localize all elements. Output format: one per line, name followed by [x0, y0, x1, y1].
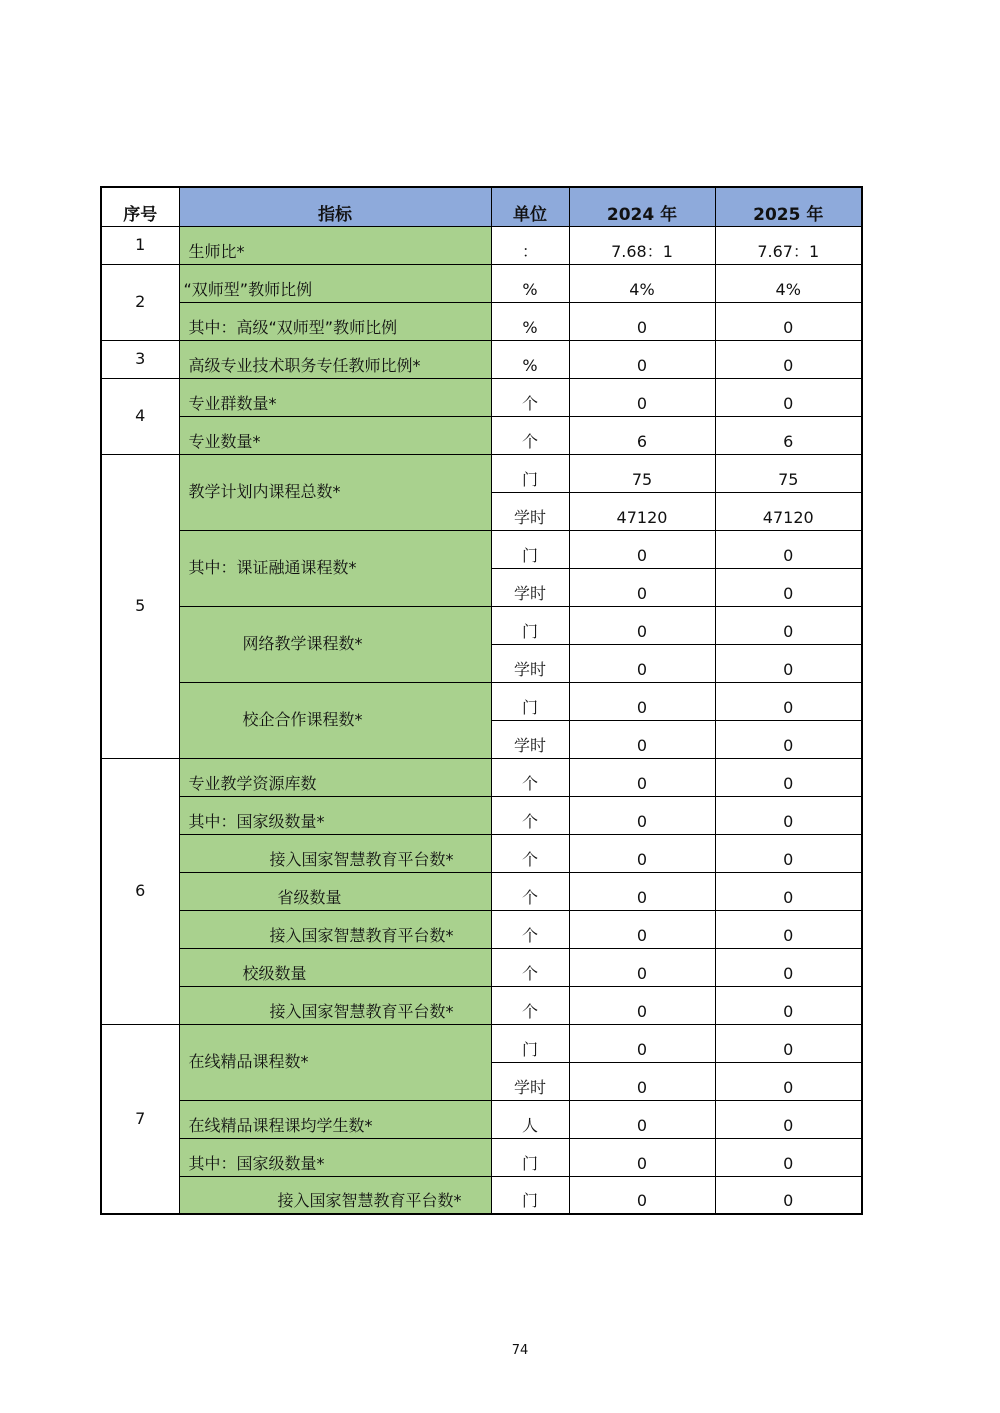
table-row — [101, 226, 862, 264]
indicator-cell: 专业教学资源库数 — [179, 758, 491, 796]
indicator-cell: 接入国家智慧教育平台数* — [179, 910, 491, 948]
table-row — [101, 530, 862, 568]
value-2025-cell: 0 — [715, 1024, 862, 1062]
seq-cell: 7 — [101, 1024, 179, 1214]
table-row — [101, 302, 862, 340]
table-row — [101, 948, 862, 986]
indicator-cell: 专业数量* — [179, 416, 491, 454]
indicator-cell: 专业群数量* — [179, 378, 491, 416]
value-2024-cell: 0 — [569, 834, 715, 872]
value-2024-cell: 0 — [569, 872, 715, 910]
indicator-cell: 教学计划内课程总数* — [179, 454, 491, 530]
table-row — [101, 454, 862, 492]
value-2025-cell: 0 — [715, 606, 862, 644]
header-year-2024: 2024 年 — [569, 187, 715, 226]
seq-cell: 6 — [101, 758, 179, 1024]
unit-cell: 个 — [491, 416, 569, 454]
indicator-cell: 校级数量 — [179, 948, 491, 986]
value-2024-cell: 0 — [569, 758, 715, 796]
table-row — [101, 682, 862, 720]
value-2025-cell: 75 — [715, 454, 862, 492]
unit-cell: 学时 — [491, 492, 569, 530]
value-2024-cell: 0 — [569, 378, 715, 416]
value-2025-cell: 0 — [715, 530, 862, 568]
header-year-2025: 2025 年 — [715, 187, 862, 226]
unit-cell: 个 — [491, 834, 569, 872]
table-row — [101, 606, 862, 644]
unit-cell: 个 — [491, 378, 569, 416]
unit-cell: 个 — [491, 910, 569, 948]
value-2025-cell: 0 — [715, 302, 862, 340]
indicator-cell: “双师型”教师比例 — [179, 264, 491, 302]
table-row — [101, 264, 862, 302]
indicator-cell: 其中：国家级数量* — [179, 796, 491, 834]
indicator-cell: 网络教学课程数* — [179, 606, 491, 682]
value-2024-cell: 75 — [569, 454, 715, 492]
table-row — [101, 872, 862, 910]
indicator-cell: 生师比* — [179, 226, 491, 264]
value-2025-cell: 0 — [715, 568, 862, 606]
value-2024-cell: 0 — [569, 720, 715, 758]
value-2025-cell: 0 — [715, 872, 862, 910]
table-row — [101, 910, 862, 948]
page-number: 74 — [511, 1343, 529, 1358]
unit-cell: 个 — [491, 948, 569, 986]
unit-cell: % — [491, 264, 569, 302]
unit-cell: 门 — [491, 454, 569, 492]
table-row — [101, 340, 862, 378]
table-row — [101, 378, 862, 416]
value-2025-cell: 0 — [715, 1176, 862, 1214]
value-2025-cell: 0 — [715, 340, 862, 378]
unit-cell: % — [491, 340, 569, 378]
seq-cell: 2 — [101, 264, 179, 340]
value-2025-cell: 0 — [715, 682, 862, 720]
value-2024-cell: 6 — [569, 416, 715, 454]
value-2024-cell: 0 — [569, 796, 715, 834]
unit-cell: 个 — [491, 796, 569, 834]
indicator-cell: 接入国家智慧教育平台数* — [179, 1176, 491, 1214]
unit-cell: 门 — [491, 606, 569, 644]
unit-cell: 个 — [491, 986, 569, 1024]
value-2025-cell: 0 — [715, 720, 862, 758]
indicator-cell: 高级专业技术职务专任教师比例* — [179, 340, 491, 378]
value-2025-cell: 0 — [715, 910, 862, 948]
value-2025-cell: 0 — [715, 948, 862, 986]
table-row — [101, 1024, 862, 1062]
value-2024-cell: 0 — [569, 986, 715, 1024]
unit-cell: 人 — [491, 1100, 569, 1138]
value-2024-cell: 0 — [569, 644, 715, 682]
table-row — [101, 834, 862, 872]
header-unit: 单位 — [491, 187, 569, 226]
indicator-cell: 其中：国家级数量* — [179, 1138, 491, 1176]
seq-cell: 4 — [101, 378, 179, 454]
indicator-cell: 校企合作课程数* — [179, 682, 491, 758]
value-2024-cell: 0 — [569, 340, 715, 378]
table-row — [101, 796, 862, 834]
indicator-cell: 其中：高级“双师型”教师比例 — [179, 302, 491, 340]
indicator-cell: 在线精品课程课均学生数* — [179, 1100, 491, 1138]
unit-cell: 个 — [491, 872, 569, 910]
seq-cell: 3 — [101, 340, 179, 378]
table-row — [101, 1138, 862, 1176]
value-2024-cell: 0 — [569, 1062, 715, 1100]
indicator-cell: 其中：课证融通课程数* — [179, 530, 491, 606]
unit-cell: 门 — [491, 530, 569, 568]
value-2024-cell: 0 — [569, 606, 715, 644]
value-2025-cell: 0 — [715, 644, 862, 682]
value-2025-cell: 0 — [715, 1062, 862, 1100]
table-row — [101, 1176, 862, 1214]
unit-cell: % — [491, 302, 569, 340]
table-row — [101, 758, 862, 796]
unit-cell: 门 — [491, 682, 569, 720]
value-2024-cell: 47120 — [569, 492, 715, 530]
value-2025-cell: 0 — [715, 378, 862, 416]
value-2025-cell: 0 — [715, 796, 862, 834]
value-2024-cell: 0 — [569, 1100, 715, 1138]
indicator-cell: 接入国家智慧教育平台数* — [179, 834, 491, 872]
value-2025-cell: 0 — [715, 758, 862, 796]
header-seq: 序号 — [101, 187, 179, 226]
unit-cell: 学时 — [491, 644, 569, 682]
unit-cell: 门 — [491, 1138, 569, 1176]
unit-cell: ： — [491, 226, 569, 264]
value-2024-cell: 0 — [569, 910, 715, 948]
value-2025-cell: 6 — [715, 416, 862, 454]
unit-cell: 学时 — [491, 720, 569, 758]
header-indicator: 指标 — [179, 187, 491, 226]
unit-cell: 学时 — [491, 1062, 569, 1100]
value-2024-cell: 0 — [569, 1024, 715, 1062]
value-2024-cell: 7.68：1 — [569, 226, 715, 264]
value-2024-cell: 0 — [569, 1176, 715, 1214]
unit-cell: 门 — [491, 1024, 569, 1062]
value-2024-cell: 0 — [569, 568, 715, 606]
value-2025-cell: 4% — [715, 264, 862, 302]
table-row — [101, 1100, 862, 1138]
value-2025-cell: 7.67：1 — [715, 226, 862, 264]
seq-cell: 5 — [101, 454, 179, 758]
unit-cell: 门 — [491, 1176, 569, 1214]
value-2024-cell: 0 — [569, 302, 715, 340]
value-2025-cell: 47120 — [715, 492, 862, 530]
unit-cell: 个 — [491, 758, 569, 796]
value-2025-cell: 0 — [715, 1138, 862, 1176]
value-2024-cell: 0 — [569, 948, 715, 986]
header-row — [101, 187, 862, 226]
unit-cell: 学时 — [491, 568, 569, 606]
indicator-cell: 接入国家智慧教育平台数* — [179, 986, 491, 1024]
indicator-table — [100, 186, 863, 1215]
seq-cell: 1 — [101, 226, 179, 264]
indicator-cell: 在线精品课程数* — [179, 1024, 491, 1100]
value-2024-cell: 4% — [569, 264, 715, 302]
value-2024-cell: 0 — [569, 530, 715, 568]
value-2025-cell: 0 — [715, 1100, 862, 1138]
value-2024-cell: 0 — [569, 1138, 715, 1176]
value-2024-cell: 0 — [569, 682, 715, 720]
table-row — [101, 416, 862, 454]
value-2025-cell: 0 — [715, 986, 862, 1024]
value-2025-cell: 0 — [715, 834, 862, 872]
indicator-cell: 省级数量 — [179, 872, 491, 910]
table-row — [101, 986, 862, 1024]
